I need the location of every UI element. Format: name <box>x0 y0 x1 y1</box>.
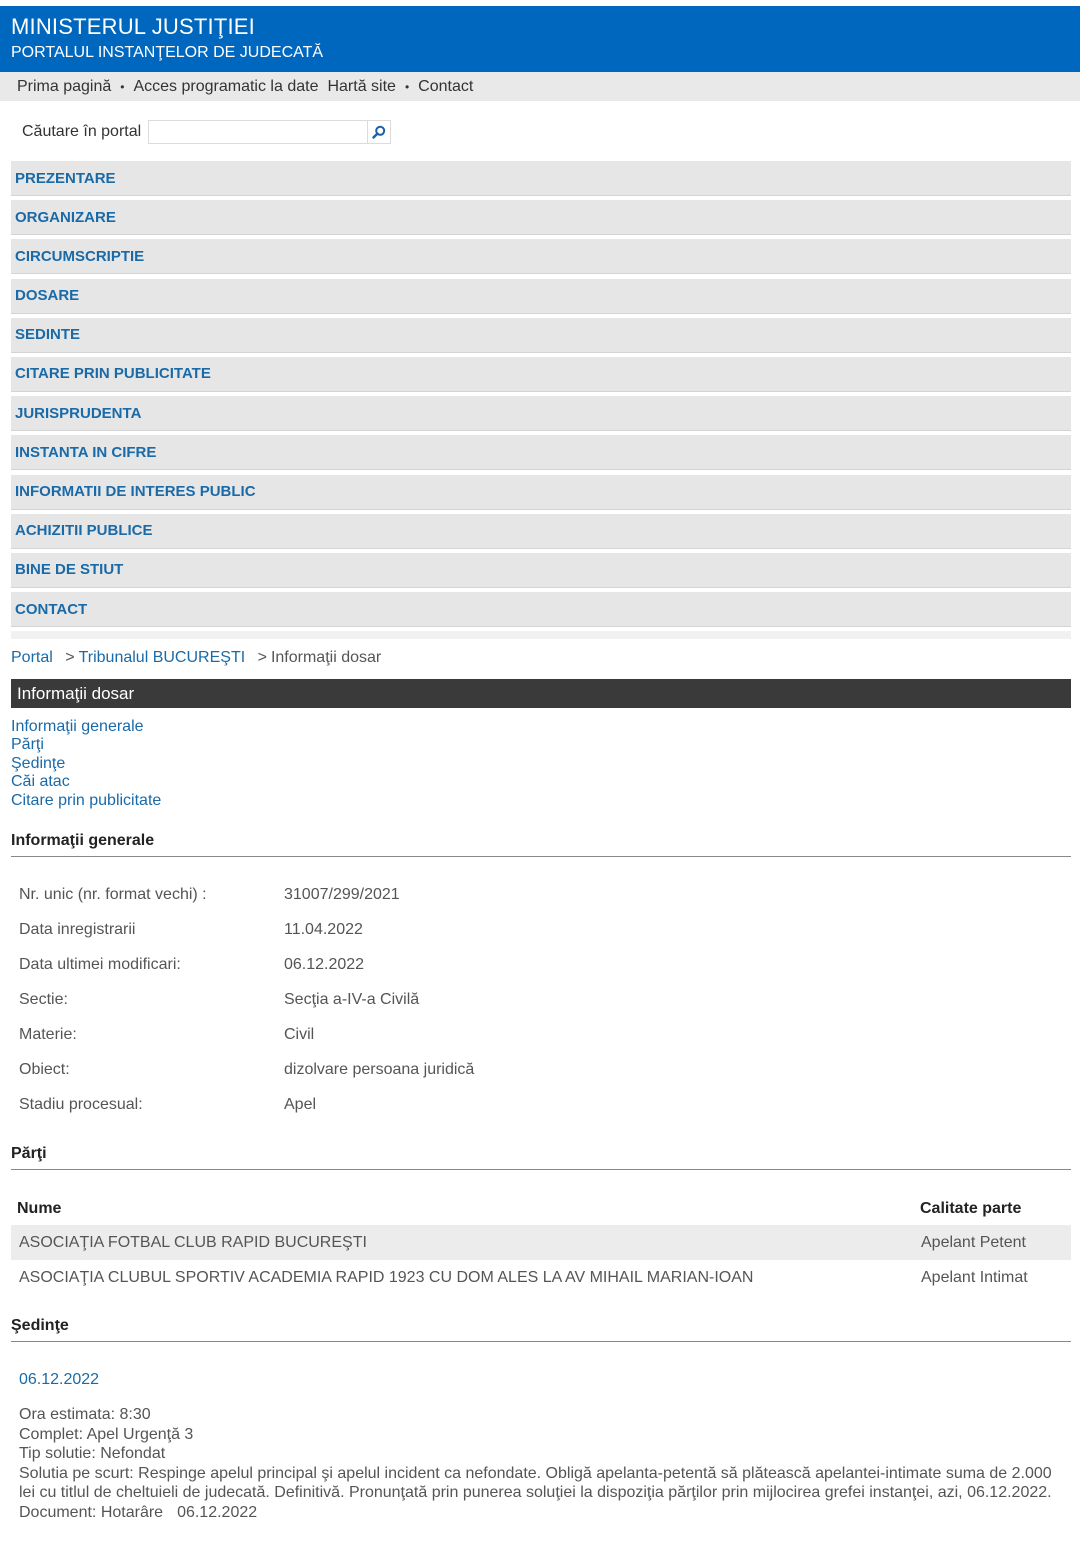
hearings-heading: Şedinţe <box>11 1317 1071 1342</box>
nav-contact-link[interactable]: Contact <box>418 77 474 95</box>
nav-home-link[interactable]: Prima pagină <box>17 77 112 95</box>
party-role: Apelant Intimat <box>921 1268 1028 1286</box>
site-title[interactable]: MINISTERUL JUSTIŢIEI <box>11 14 255 39</box>
info-label: Data ultimei modificari: <box>19 956 181 973</box>
column-header-role: Calitate parte <box>920 1199 1022 1217</box>
menu-item-achizitii[interactable]: ACHIZITII PUBLICE <box>11 514 1071 549</box>
general-info-table <box>19 880 474 1125</box>
hearing-time: Ora estimata: 8:30 <box>19 1406 151 1423</box>
top-nav <box>0 72 1080 101</box>
menu-item-contact[interactable]: CONTACT <box>11 592 1071 627</box>
info-value: 11.04.2022 <box>284 921 363 938</box>
breadcrumb-separator: > <box>257 649 267 666</box>
nav-separator: • <box>404 79 410 94</box>
document-type: Document: Hotarâre <box>19 1503 164 1521</box>
hearing-summary: Solutia pe scurt: Respinge apelul principal şi apelul incident ca nefondate. Obligă apelanta-petentă să plătească apelantei-intimate suma de 2.000 lei cu titlul de cheltuieli de judecată. Definitivă. Pronunţată prin punerea soluţiei la dispoziţia părţilor prin mijlocirea grefei instanţei, azi, 06.12.2022. <box>19 1464 1052 1501</box>
site-header <box>0 6 1080 72</box>
link-sedinte[interactable]: Şedinţe <box>11 754 66 772</box>
info-label: Data inregistrarii <box>19 921 136 938</box>
info-value: 31007/299/2021 <box>284 886 400 903</box>
info-row <box>19 985 474 1020</box>
hearing-panel: Complet: Apel Urgenţă 3 <box>19 1425 194 1443</box>
info-value: Civil <box>284 1026 315 1043</box>
info-value: dizolvare persoana juridică <box>284 1061 475 1078</box>
link-parti[interactable]: Părţi <box>11 736 44 754</box>
info-label: Nr. unic (nr. format vechi) : <box>19 886 207 903</box>
hearing-solution-type: Tip solutie: Nefondat <box>19 1445 166 1462</box>
hearing-date: 06.12.2022 <box>19 1371 100 1388</box>
info-row <box>19 1055 474 1090</box>
parties-header-row <box>11 1192 1071 1225</box>
info-label: Stadiu procesual: <box>19 1096 143 1113</box>
link-citare[interactable]: Citare prin publicitate <box>11 791 162 809</box>
search-icon <box>372 125 386 139</box>
hearing-details <box>19 1405 1069 1522</box>
search-input[interactable] <box>148 120 368 144</box>
search-label: Căutare în portal <box>22 123 142 140</box>
parties-heading: Părţi <box>11 1145 1071 1170</box>
breadcrumb <box>11 649 381 667</box>
nav-separator: • <box>120 79 125 94</box>
hearing-document <box>19 1503 1069 1523</box>
info-label: Materie: <box>19 1026 77 1043</box>
menu-item-sedinte[interactable]: SEDINTE <box>11 318 1071 353</box>
menu-item-dosare[interactable]: DOSARE <box>11 279 1071 314</box>
hearing-entry <box>19 1370 1069 1522</box>
info-label: Sectie: <box>19 991 68 1008</box>
site-subtitle: PORTALUL INSTANŢELOR DE JUDECATĂ <box>11 44 324 61</box>
info-value: Secţia a-IV-a Civilă <box>284 991 420 1008</box>
portal-search <box>22 120 391 144</box>
section-links <box>11 718 161 810</box>
main-menu <box>11 161 1071 639</box>
breadcrumb-court-link[interactable]: Tribunalul BUCUREŞTI <box>78 649 246 666</box>
menu-item-prezentare[interactable]: PREZENTARE <box>11 161 1071 196</box>
link-cai-atac[interactable]: Căi atac <box>11 773 70 791</box>
info-row <box>19 950 474 985</box>
menu-item-circumscriptie[interactable]: CIRCUMSCRIPTIE <box>11 239 1071 274</box>
nav-api-link[interactable]: Acces programatic la date <box>133 77 319 95</box>
menu-item-bine-de-stiut[interactable]: BINE DE STIUT <box>11 553 1071 588</box>
breadcrumb-separator: > <box>65 649 75 666</box>
breadcrumb-current: Informaţii dosar <box>270 649 382 666</box>
link-informatii-generale[interactable]: Informaţii generale <box>11 718 144 735</box>
info-label: Obiect: <box>19 1061 70 1078</box>
document-date: 06.12.2022 <box>177 1503 258 1521</box>
info-value: Apel <box>284 1096 317 1113</box>
parties-table <box>11 1192 1071 1295</box>
party-name: ASOCIAŢIA CLUBUL SPORTIV ACADEMIA RAPID 1923 CU DOM ALES LA AV MIHAIL MARIAN-IOAN <box>19 1268 754 1286</box>
info-row <box>19 1090 474 1125</box>
info-row <box>19 880 474 915</box>
column-header-name: Nume <box>17 1199 62 1217</box>
menu-item-instanta-cifre[interactable]: INSTANTA IN CIFRE <box>11 435 1071 470</box>
menu-item-citare[interactable]: CITARE PRIN PUBLICITATE <box>11 357 1071 392</box>
search-button[interactable] <box>368 120 391 144</box>
menu-bottom-divider <box>11 631 1071 639</box>
general-info-heading: Informaţii generale <box>11 832 1071 857</box>
menu-item-jurisprudenta[interactable]: JURISPRUDENTA <box>11 396 1071 431</box>
page-title: Informaţii dosar <box>11 679 1071 708</box>
breadcrumb-portal-link[interactable]: Portal <box>11 649 53 666</box>
table-row <box>11 1260 1071 1295</box>
info-row <box>19 1020 474 1055</box>
menu-item-organizare[interactable]: ORGANIZARE <box>11 200 1071 235</box>
party-role: Apelant Petent <box>921 1233 1026 1251</box>
table-row <box>11 1225 1071 1260</box>
party-name: ASOCIAŢIA FOTBAL CLUB RAPID BUCUREŞTI <box>19 1233 367 1251</box>
nav-sitemap-link[interactable]: Hartă site <box>327 77 396 95</box>
menu-item-interes-public[interactable]: INFORMATII DE INTERES PUBLIC <box>11 475 1071 510</box>
info-value: 06.12.2022 <box>284 956 365 973</box>
info-row <box>19 915 474 950</box>
